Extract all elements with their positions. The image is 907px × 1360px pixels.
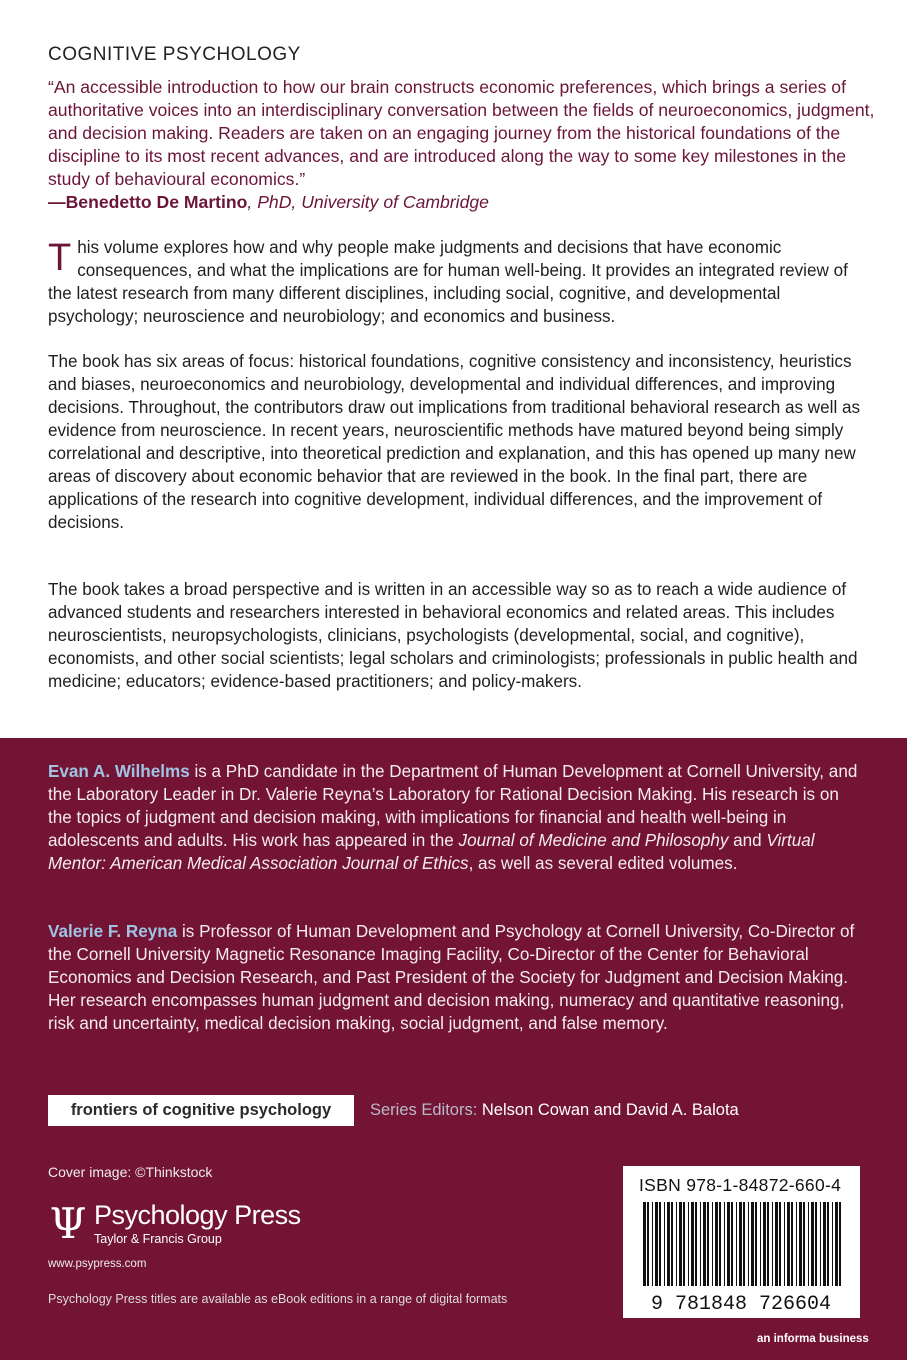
- barcode-bar: [799, 1202, 802, 1286]
- bio1-journal-1: Journal of Medicine and Philosophy: [458, 831, 729, 850]
- quote-author: Benedetto De Martino: [65, 192, 248, 212]
- barcode-bar: [755, 1202, 757, 1286]
- barcode-bar: [772, 1202, 773, 1286]
- barcode-bar: [688, 1202, 689, 1286]
- series-editors-names: Nelson Cowan and David A. Balota: [477, 1101, 739, 1119]
- psi-logo-icon: [48, 1200, 88, 1246]
- series-editors-label: Series Editors:: [370, 1101, 478, 1119]
- barcode-bar: [647, 1202, 649, 1286]
- barcode-bar: [763, 1202, 766, 1286]
- description-paragraph-3: The book takes a broad perspective and is written in an accessible way so as to reach a wide audience of advanced students and researchers interested in behavioral economics and related areas. This includes neuroscientists, neuropsychologists, clinicians, psychologists (developmental, social, and cognitive), economists, and other social scientists; legal scholars and criminologists; professionals in public health and medicine; educators; evidence-based practitioners; and policy-makers.: [48, 580, 858, 691]
- bio1-and: and: [728, 831, 767, 850]
- barcode-bar: [775, 1202, 778, 1286]
- lower-maroon-panel: [0, 738, 907, 1360]
- barcode-bar: [827, 1202, 829, 1286]
- barcode-bar: [727, 1202, 730, 1286]
- barcode-bar: [659, 1202, 661, 1286]
- series-name-box: frontiers of cognitive psychology: [48, 1095, 354, 1126]
- barcode-bar: [751, 1202, 754, 1286]
- barcode-bar: [739, 1202, 742, 1286]
- quote-attribution: [48, 191, 878, 214]
- bio1-text-b: , as well as several edited volumes.: [468, 854, 738, 873]
- barcode-bar: [715, 1202, 718, 1286]
- barcode-bar: [652, 1202, 653, 1286]
- svg-text:Ψ: Ψ: [49, 1200, 87, 1246]
- barcode-bar: [748, 1202, 749, 1286]
- publisher-group: Taylor & Francis Group: [94, 1232, 222, 1246]
- quote-dash: —: [48, 192, 66, 212]
- endorsement-quote: [48, 76, 878, 214]
- barcode-bar: [791, 1202, 793, 1286]
- barcode-bar: [832, 1202, 833, 1286]
- author-bio-wilhelms: [48, 760, 863, 875]
- barcode-bar: [796, 1202, 797, 1286]
- barcode-bar: [779, 1202, 781, 1286]
- barcode-bar: [664, 1202, 665, 1286]
- barcode-bar: [724, 1202, 725, 1286]
- barcode-bar: [803, 1202, 805, 1286]
- bio2-text: is Professor of Human Development and Psychology at Cornell University, Co-Director of the Cornell University Magnetic Resonance Imaging Facility, Co-Director of the Center for Behavioral Economics and Decision Research, and Past President of the Society for Judgment and Decision Making. Her research encompasses human judgment and decision making, numeracy and quantitative reasoning, risk and uncertainty, medical decision making, social judgment, and false memory.: [48, 922, 855, 1033]
- barcode-bar: [736, 1202, 737, 1286]
- barcode-bar: [667, 1202, 670, 1286]
- barcode-bar: [671, 1202, 673, 1286]
- barcode-bar: [835, 1202, 838, 1286]
- barcode-bar: [712, 1202, 713, 1286]
- quote-affiliation: , PhD, University of Cambridge: [247, 192, 489, 212]
- barcode-bar: [784, 1202, 785, 1286]
- barcode-bar: [743, 1202, 745, 1286]
- bio1-text-a: is a PhD candidate in the Department of Human Development at Cornell University, and the Laboratory Leader in Dr. Valerie Reyna’s Laboratory for Rational Decision Making. His research is on the topics of judgment and decision making, with implications for financial and health well-being in adolescents and adults. His work has appeared in the: [48, 762, 858, 850]
- ebook-availability-note: Psychology Press titles are available as eBook editions in a range of digital formats: [48, 1292, 508, 1306]
- paragraph-1-text: his volume explores how and why people make judgments and decisions that have economic consequences, and what the implications are for human well-being. It provides an integrated review of the latest research from many different disciplines, including social, cognitive, and developmental psychology; neuroscience and neurobiology; and economics and business.: [48, 238, 848, 326]
- barcode-bar: [760, 1202, 761, 1286]
- barcode-bars: [643, 1202, 841, 1286]
- barcode-bar: [683, 1202, 685, 1286]
- author-name-reyna: Valerie F. Reyna: [48, 922, 178, 941]
- series-editors: [370, 1095, 739, 1126]
- isbn-label: ISBN 978-1-84872-660-4: [639, 1175, 842, 1195]
- informa-business-label: an informa business: [757, 1333, 869, 1345]
- quote-text: “An accessible introduction to how our brain constructs economic preferences, which brings a series of authoritative voices into an interdisciplinary conversation between the fields of neuroeconomics, judgment, and decision making. Readers are taken on an engaging journey from the historical foundations of the discipline to its most recent advances, and are introduced along the way to some key milestones in the study of behavioural economics.”: [48, 77, 875, 189]
- barcode-bar: [719, 1202, 721, 1286]
- barcode-bar: [815, 1202, 817, 1286]
- barcode-bar: [823, 1202, 826, 1286]
- barcode-bar: [811, 1202, 814, 1286]
- barcode-bar: [643, 1202, 646, 1286]
- author-bio-reyna: [48, 920, 863, 1035]
- barcode-bar: [808, 1202, 809, 1286]
- publisher-name: Psychology Press: [94, 1200, 301, 1230]
- category-label: COGNITIVE PSYCHOLOGY: [48, 44, 301, 65]
- barcode-bar: [767, 1202, 769, 1286]
- barcode-bar: [731, 1202, 733, 1286]
- barcode-bar: [820, 1202, 821, 1286]
- barcode-bar: [691, 1202, 694, 1286]
- barcode-bar: [839, 1202, 841, 1286]
- bio1-journal-2: Virtual Mentor: American Medical Association Journal of Ethics: [48, 831, 815, 873]
- drop-cap: T: [48, 237, 72, 279]
- isbn-barcode-box: [623, 1166, 860, 1318]
- barcode-bar: [707, 1202, 709, 1286]
- cover-image-credit: Cover image: ©Thinkstock: [48, 1164, 213, 1180]
- barcode-bar: [676, 1202, 677, 1286]
- author-name-wilhelms: Evan A. Wilhelms: [48, 762, 190, 781]
- barcode-bar: [700, 1202, 701, 1286]
- barcode-bar: [679, 1202, 682, 1286]
- barcode-bar: [695, 1202, 697, 1286]
- barcode-bar: [787, 1202, 790, 1286]
- description-paragraph-1: [48, 236, 863, 328]
- description-paragraph-2: The book has six areas of focus: historical foundations, cognitive consistency and inconsistency, heuristics and biases, neuroeconomics and neurobiology, developmental and individual differences, and improving decisions. Throughout, the contributors draw out implications from traditional behavioral research as well as evidence from neuroscience. In recent years, neuroscientific methods have matured beyond being simply correlational and descriptive, into theoretical prediction and explanation, and this has opened up many new areas of discovery about economic behavior that are reviewed in the book. In the final part, there are applications of the research into cognitive development, individual differences, and the improvement of decisions.: [48, 352, 861, 532]
- barcode-bar: [703, 1202, 706, 1286]
- publisher-logo: [48, 1200, 308, 1248]
- barcode: [629, 1202, 854, 1314]
- barcode-bar: [655, 1202, 658, 1286]
- barcode-digits: 9 781848 726604: [650, 1293, 832, 1314]
- publisher-website: www.psypress.com: [48, 1258, 147, 1270]
